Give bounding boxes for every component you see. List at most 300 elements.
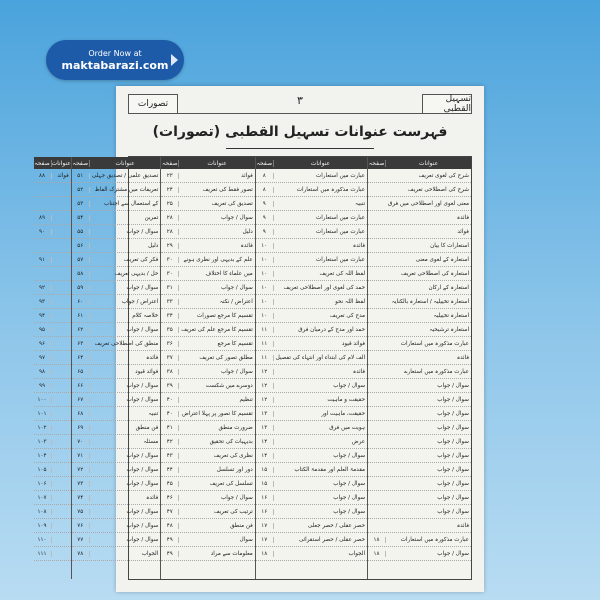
toc-entry: [34, 435, 71, 449]
toc-entry-page: ۱۱۰: [34, 537, 52, 543]
toc-entry: [256, 253, 367, 267]
toc-entry-topic: سوال / جواب: [437, 452, 469, 459]
toc-entry-topic: فوائد: [57, 172, 69, 179]
toc-entry-page: ۴۶: [161, 495, 179, 501]
toc-entry-topic: فائدہ: [240, 242, 253, 249]
toc-entry-page: ۱۸: [368, 537, 386, 543]
toc-entry-topic: تنبیہ: [148, 410, 159, 417]
toc-entry-topic: حقیقت، ماہیت اور: [321, 410, 366, 417]
toc-entry-page: ۹۱: [34, 257, 52, 263]
toc-entry-page: ۴۰: [161, 411, 179, 417]
toc-entry: [34, 225, 71, 239]
toc-entry: [72, 533, 160, 547]
toc-entry-topic: تصدیق کی تعریف: [211, 200, 253, 207]
toc-entry-topic: دلیل: [242, 228, 253, 235]
toc-entry: [161, 463, 255, 477]
toc-entry-topic: فائدہ: [352, 242, 366, 249]
toc-entry: [72, 407, 160, 421]
column-header-topic: عنوانات: [310, 159, 331, 167]
toc-entry-topic: عبارت میں استعارات: [315, 228, 366, 235]
order-now-label: Order Now at: [88, 48, 142, 58]
toc-entry-page: ۵۵: [72, 229, 90, 235]
toc-entry: [161, 183, 255, 197]
toc-entry-topic: سوال / جواب: [126, 536, 159, 543]
toc-entry-topic: ترتیب کی تعریف: [213, 508, 253, 515]
toc-entry: [368, 211, 471, 225]
toc-entry-page: ۱۳: [256, 425, 274, 431]
toc-entry-topic: اعتراض / نکتہ: [219, 298, 253, 305]
toc-entry: [368, 407, 471, 421]
toc-entry-topic: سوال / جواب: [220, 494, 253, 501]
toc-entry: [161, 365, 255, 379]
toc-entry: [256, 351, 367, 365]
toc-entry-page: ۱۱۱: [34, 551, 52, 557]
toc-entry-topic: سوال / جواب: [437, 396, 469, 403]
page-title: فہرست عنوانات تسہیل القطبی (تصورات): [152, 124, 448, 140]
toc-entry-page: ۱۰: [256, 243, 274, 249]
toc-entry: [368, 295, 471, 309]
column-header-topic: عنوانات: [115, 159, 135, 167]
toc-entry: [368, 197, 471, 211]
toc-column: [34, 157, 71, 579]
toc-entry: [161, 533, 255, 547]
toc-entry: [34, 295, 71, 309]
toc-entry: [72, 547, 160, 561]
toc-entry: [256, 323, 367, 337]
toc-entry: [368, 169, 471, 183]
toc-entry: [34, 365, 71, 379]
toc-entry-page: ۴۹: [161, 551, 179, 557]
toc-entry: [72, 267, 160, 281]
toc-entry: [34, 547, 71, 561]
toc-entry-topic: سوال / جواب: [126, 382, 159, 389]
toc-entry-page: ۶۶: [72, 383, 90, 389]
toc-entry: [34, 239, 71, 253]
toc-entry: [368, 267, 471, 281]
toc-entry-page: ۱۰۵: [34, 467, 52, 473]
toc-entry-topic: سوال / جواب: [437, 382, 469, 389]
column-header: [72, 157, 160, 169]
column-header-page: صفحہ: [368, 159, 385, 167]
toc-entry-topic: عبارت مذکورہ میں استعارات: [296, 186, 366, 193]
column-header: [256, 157, 367, 169]
toc-entry-page: ۳۶: [161, 341, 179, 347]
toc-entry: [368, 463, 471, 477]
toc-entry-topic: سوال / جواب: [333, 480, 366, 487]
toc-entry-page: ۱۱: [256, 341, 274, 347]
toc-entry-page: ۱۲: [256, 383, 274, 389]
header-book-title: تسہیل القطبی: [422, 94, 472, 114]
toc-entry-page: ۴۰: [161, 397, 179, 403]
toc-entry-topic: نظری کی تعریف: [213, 452, 253, 459]
toc-entry: [161, 239, 255, 253]
toc-entry: [368, 239, 471, 253]
toc-entry-topic: اعتراض / جواب: [121, 298, 159, 305]
toc-entry-topic: عبارت میں استعارات: [315, 256, 366, 263]
toc-entry: [34, 183, 71, 197]
toc-entry: [34, 351, 71, 365]
toc-entry-page: ۱۰۱: [34, 411, 52, 417]
toc-entry-page: ۱۱: [256, 355, 274, 361]
toc-entry: [72, 309, 160, 323]
column-header: [34, 157, 71, 169]
toc-entry-page: ۶۱: [72, 313, 90, 319]
toc-entry: [368, 365, 471, 379]
toc-entry-page: ۵۹: [72, 285, 90, 291]
toc-entry-topic: الجواب: [348, 550, 366, 557]
column-header-page: صفحہ: [34, 159, 50, 167]
toc-entry-topic: سوال / جواب: [333, 382, 366, 389]
toc-entry-page: ۱۰۸: [34, 509, 52, 515]
toc-entry-topic: تمرین: [144, 214, 159, 221]
toc-entry-topic: حمد اور مدح کے درمیان فرق: [298, 326, 366, 333]
toc-entry-page: ۶۴: [72, 355, 90, 361]
toc-entry-topic: سوال / جواب: [333, 494, 366, 501]
toc-entry-topic: دور اور تسلسل: [216, 466, 253, 473]
toc-entry: [72, 379, 160, 393]
toc-entry-topic: مقدمۃ العلم اور مقدمۃ الکتاب: [294, 466, 366, 473]
toc-entry-page: ۱۳: [256, 411, 274, 417]
toc-entry-page: ۱۱: [256, 327, 274, 333]
toc-entry-page: ۲۳: [161, 173, 179, 179]
toc-column: [367, 157, 471, 579]
toc-entry: [161, 477, 255, 491]
toc-entry: [368, 533, 471, 547]
arrow-right-icon: [171, 54, 178, 66]
toc-entry-page: ۳۷: [161, 355, 179, 361]
column-header-page: صفحہ: [72, 159, 89, 167]
toc-entry-page: ۸۹: [34, 215, 52, 221]
toc-entry: [256, 281, 367, 295]
toc-entry: [368, 547, 471, 561]
toc-entry: [34, 505, 71, 519]
toc-entry-topic: ہویت میں فرق: [329, 424, 366, 431]
toc-entry: [72, 519, 160, 533]
toc-entry: [161, 505, 255, 519]
toc-entry: [256, 463, 367, 477]
toc-entry: [72, 169, 160, 183]
toc-entry-page: ۱۰: [256, 313, 274, 319]
toc-entry-topic: عبارت میں استعارات: [315, 172, 366, 179]
toc-entry-topic: استعارہ ترشیحیہ: [429, 326, 469, 333]
toc-entry: [34, 169, 71, 183]
toc-entry: [34, 519, 71, 533]
toc-entry-topic: استعارہ تخییلیہ: [433, 312, 469, 319]
toc-entry-topic: سوال / جواب: [437, 438, 469, 445]
toc-entry: [34, 449, 71, 463]
toc-entry: [34, 267, 71, 281]
toc-entry: [368, 379, 471, 393]
toc-entry: [72, 435, 160, 449]
toc-entry-topic: سوال / جواب: [333, 452, 366, 459]
toc-entry: [34, 323, 71, 337]
toc-entry-page: ۱۲: [256, 397, 274, 403]
toc-entry: [34, 253, 71, 267]
toc-entry: [72, 351, 160, 365]
toc-table: [34, 156, 472, 580]
toc-entry-page: ۳۴: [161, 313, 179, 319]
toc-entry: [72, 421, 160, 435]
toc-entry-page: ۹: [256, 201, 274, 207]
toc-entry-page: ۱۶: [256, 495, 274, 501]
toc-entry-topic: فوائد: [457, 228, 469, 235]
toc-entry-page: ۵۷: [72, 257, 90, 263]
toc-entry-topic: فن منطق: [230, 522, 253, 529]
toc-entry-page: ۱۴: [256, 453, 274, 459]
toc-entry: [368, 323, 471, 337]
site-url-link[interactable]: maktabarazi.com: [61, 58, 169, 72]
toc-entry-topic: سوال / جواب: [437, 508, 469, 515]
toc-entry: [161, 519, 255, 533]
toc-entry-page: ۱۷: [256, 523, 274, 529]
toc-entry-topic: دوسرے میں شکست: [205, 382, 253, 389]
toc-entry-topic: عبارت مذکورہ میں استعارات: [400, 340, 469, 347]
toc-entry: [368, 449, 471, 463]
toc-entry-page: ۶۲: [72, 327, 90, 333]
toc-entry-page: ۶۰: [72, 299, 90, 305]
column-header-topic: عنوانات: [418, 159, 439, 167]
toc-entry-page: ۵۶: [72, 243, 90, 249]
toc-entry-page: ۹۲: [34, 285, 52, 291]
title-underline: [226, 148, 374, 149]
toc-entry: [256, 435, 367, 449]
toc-entry-page: ۹۶: [34, 341, 52, 347]
toc-entry-page: ۱۵: [256, 481, 274, 487]
toc-entry: [161, 449, 255, 463]
column-header-page: صفحہ: [162, 159, 178, 167]
order-now-banner[interactable]: [46, 40, 184, 80]
toc-entry: [34, 281, 71, 295]
toc-entry: [256, 267, 367, 281]
toc-entry-page: ۸۸: [34, 173, 52, 179]
toc-entry: [256, 407, 367, 421]
toc-entry: [368, 477, 471, 491]
toc-entry: [34, 533, 71, 547]
toc-entry-topic: سوال / جواب: [126, 522, 159, 529]
toc-entry: [34, 463, 71, 477]
toc-entry-topic: تنظیم: [239, 396, 253, 403]
toc-entry: [72, 323, 160, 337]
toc-entry-topic: لفظ اللہ کی تعریف: [319, 270, 366, 277]
toc-entry: [161, 547, 255, 561]
toc-entry-topic: لفظ اللہ نحو: [335, 298, 366, 305]
toc-entry-page: ۶۹: [72, 425, 90, 431]
toc-entry-topic: حصر عقلی / حصر جعلی: [307, 522, 366, 529]
header-section-title: تصورات: [128, 94, 178, 114]
toc-entry-page: ۴۲: [161, 439, 179, 445]
toc-entry-topic: سوال / جواب: [126, 284, 159, 291]
toc-entry: [34, 337, 71, 351]
toc-entry-page: ۱۰: [256, 257, 274, 263]
toc-column: [71, 157, 160, 579]
toc-entry-topic: ضرورت منطق: [218, 424, 253, 431]
toc-entry-topic: سوال / جواب: [437, 550, 469, 557]
toc-entry-topic: سوال / جواب: [220, 284, 253, 291]
toc-entry-page: ۹۹: [34, 383, 52, 389]
toc-entry-page: ۵۲: [72, 187, 90, 193]
toc-entry: [256, 295, 367, 309]
toc-entry: [256, 491, 367, 505]
toc-entry-topic: سوال / جواب: [126, 326, 159, 333]
toc-entry-page: ۳۱: [161, 285, 179, 291]
toc-entry: [368, 183, 471, 197]
toc-entry-topic: فائدہ: [456, 522, 469, 529]
toc-entry-page: ۵۸: [72, 271, 90, 277]
toc-entry: [72, 337, 160, 351]
column-header: [368, 157, 471, 169]
toc-entry: [161, 267, 255, 281]
toc-entry-topic: شرح کی لغوی تعریف: [418, 172, 469, 179]
toc-entry-page: ۸: [256, 173, 274, 179]
toc-entry: [34, 309, 71, 323]
toc-entry: [34, 211, 71, 225]
toc-entry-topic: فائدہ: [146, 494, 159, 501]
toc-entry-page: ۱۴: [256, 439, 274, 445]
toc-entry-page: ۱۰۰: [34, 397, 52, 403]
toc-entry: [34, 393, 71, 407]
toc-entry-page: ۴۴: [161, 467, 179, 473]
toc-entry-page: ۷۰: [72, 439, 90, 445]
toc-entry-page: ۱۸: [256, 551, 274, 557]
toc-entry-topic: استعارہ کے لغوی معنی: [415, 256, 469, 263]
toc-entry: [368, 225, 471, 239]
toc-entry: [72, 211, 160, 225]
toc-entry: [72, 449, 160, 463]
toc-entry: [161, 337, 255, 351]
toc-entry-topic: سوال: [239, 536, 253, 543]
toc-entry: [161, 253, 255, 267]
toc-entry-page: ۴۹: [161, 537, 179, 543]
toc-entry-page: ۷۴: [72, 495, 90, 501]
toc-entry: [368, 393, 471, 407]
toc-entry-page: ۶۷: [72, 397, 90, 403]
toc-entry: [161, 281, 255, 295]
toc-entry-page: ۹۸: [34, 369, 52, 375]
toc-entry: [72, 393, 160, 407]
toc-entry: [368, 253, 471, 267]
toc-entry: [256, 211, 367, 225]
toc-entry-topic: کے استعمال سے اجتناب: [104, 200, 159, 207]
toc-entry: [256, 169, 367, 183]
toc-entry-page: ۱۲: [256, 369, 274, 375]
toc-entry: [256, 225, 367, 239]
toc-entry: [161, 393, 255, 407]
toc-entry-topic: سوال / جواب: [126, 466, 159, 473]
toc-entry: [256, 477, 367, 491]
toc-entry-topic: حقیقت و ماہیت: [327, 396, 366, 403]
toc-entry: [72, 505, 160, 519]
toc-entry: [368, 281, 471, 295]
toc-entry-topic: عرض: [351, 438, 366, 445]
toc-entry-page: ۱۸: [368, 551, 386, 557]
toc-entry-page: ۱۷: [256, 537, 274, 543]
toc-entry-topic: استعارہ کی اصطلاحی تعریف: [400, 270, 469, 277]
toc-entry: [72, 477, 160, 491]
toc-entry: [72, 253, 160, 267]
toc-entry: [161, 351, 255, 365]
toc-entry: [161, 295, 255, 309]
toc-entry-page: ۱۰۲: [34, 425, 52, 431]
toc-entry: [72, 225, 160, 239]
toc-entry-page: ۲۸: [161, 229, 179, 235]
toc-entry-topic: علم کے بدیہی اور نظری ہونے: [183, 256, 253, 263]
column-header: [161, 157, 255, 169]
toc-entry-topic: الف لام کی ابتداء اور انتہاء کی تفصیل: [275, 354, 366, 361]
toc-entry-page: ۱۰: [256, 285, 274, 291]
toc-entry: [256, 183, 367, 197]
toc-entry: [368, 505, 471, 519]
toc-column: [160, 157, 255, 579]
toc-entry-topic: منطق کی اصطلاحی تعریف: [94, 340, 159, 347]
toc-entry-page: ۱۰۶: [34, 481, 52, 487]
toc-entry-topic: خلاصہ کلام: [132, 312, 159, 319]
toc-entry: [72, 281, 160, 295]
column-header-page: صفحہ: [256, 159, 273, 167]
toc-entry: [368, 337, 471, 351]
toc-entry-page: ۵۱: [72, 173, 90, 179]
toc-entry: [256, 309, 367, 323]
toc-entry-page: ۱۶: [256, 509, 274, 515]
toc-entry-topic: سوال / جواب: [437, 466, 469, 473]
toc-entry: [34, 197, 71, 211]
toc-entry-topic: مطلق تصور کی تعریف: [199, 354, 253, 361]
toc-entry-page: ۴۱: [161, 425, 179, 431]
toc-entry: [161, 323, 255, 337]
toc-entry-topic: تقسیم کا تصور پر پہلا اعتراض: [181, 410, 253, 417]
toc-entry-page: ۷۵: [72, 509, 90, 515]
toc-entry-page: ۹: [256, 215, 274, 221]
toc-entry-page: ۱۰۹: [34, 523, 52, 529]
toc-entry-page: ۶۳: [72, 341, 90, 347]
toc-entry-topic: عبارت میں استعارات: [315, 214, 366, 221]
toc-entry: [256, 365, 367, 379]
toc-entry-topic: حمد کی لغوی اور اصطلاحی تعریف: [283, 284, 366, 291]
toc-entry-topic: استعارہ تخییلیہ / استعارہ بالکنایہ: [391, 298, 469, 305]
toc-entry: [72, 295, 160, 309]
toc-entry-page: ۷۸: [72, 551, 90, 557]
toc-entry-page: ۶۵: [72, 369, 90, 375]
toc-entry: [72, 491, 160, 505]
toc-entry-topic: تنبیہ: [355, 200, 366, 207]
toc-entry: [368, 421, 471, 435]
toc-entry: [34, 421, 71, 435]
toc-entry-topic: سوال / جواب: [437, 480, 469, 487]
toc-entry-page: ۲۴: [161, 187, 179, 193]
toc-entry-page: ۷۶: [72, 523, 90, 529]
toc-entry: [256, 449, 367, 463]
toc-entry: [256, 197, 367, 211]
toc-entry-topic: تصور فقط کی تعریف: [202, 186, 253, 193]
toc-entry: [368, 351, 471, 365]
toc-entry-page: ۲۹: [161, 243, 179, 249]
toc-entry-page: ۱۰: [256, 299, 274, 305]
toc-entry-page: ۳۵: [161, 327, 179, 333]
toc-entry: [34, 477, 71, 491]
toc-entry-page: ۶۸: [72, 411, 90, 417]
toc-entry-page: ۸: [256, 187, 274, 193]
toc-entry-page: ۱۰: [256, 271, 274, 277]
toc-entry-topic: استعارات کا بیان: [430, 242, 469, 249]
page-number: ۳: [297, 94, 303, 107]
toc-entry-page: ۳۸: [161, 369, 179, 375]
toc-entry-page: ۹۵: [34, 327, 52, 333]
toc-entry-page: ۷۲: [72, 467, 90, 473]
toc-entry-topic: فوائد: [241, 172, 253, 179]
toc-entry-topic: استعارہ کے ارکان: [428, 284, 469, 291]
toc-entry-topic: فائدہ: [456, 214, 469, 221]
toc-entry: [161, 211, 255, 225]
toc-entry-topic: فائدہ: [456, 354, 469, 361]
